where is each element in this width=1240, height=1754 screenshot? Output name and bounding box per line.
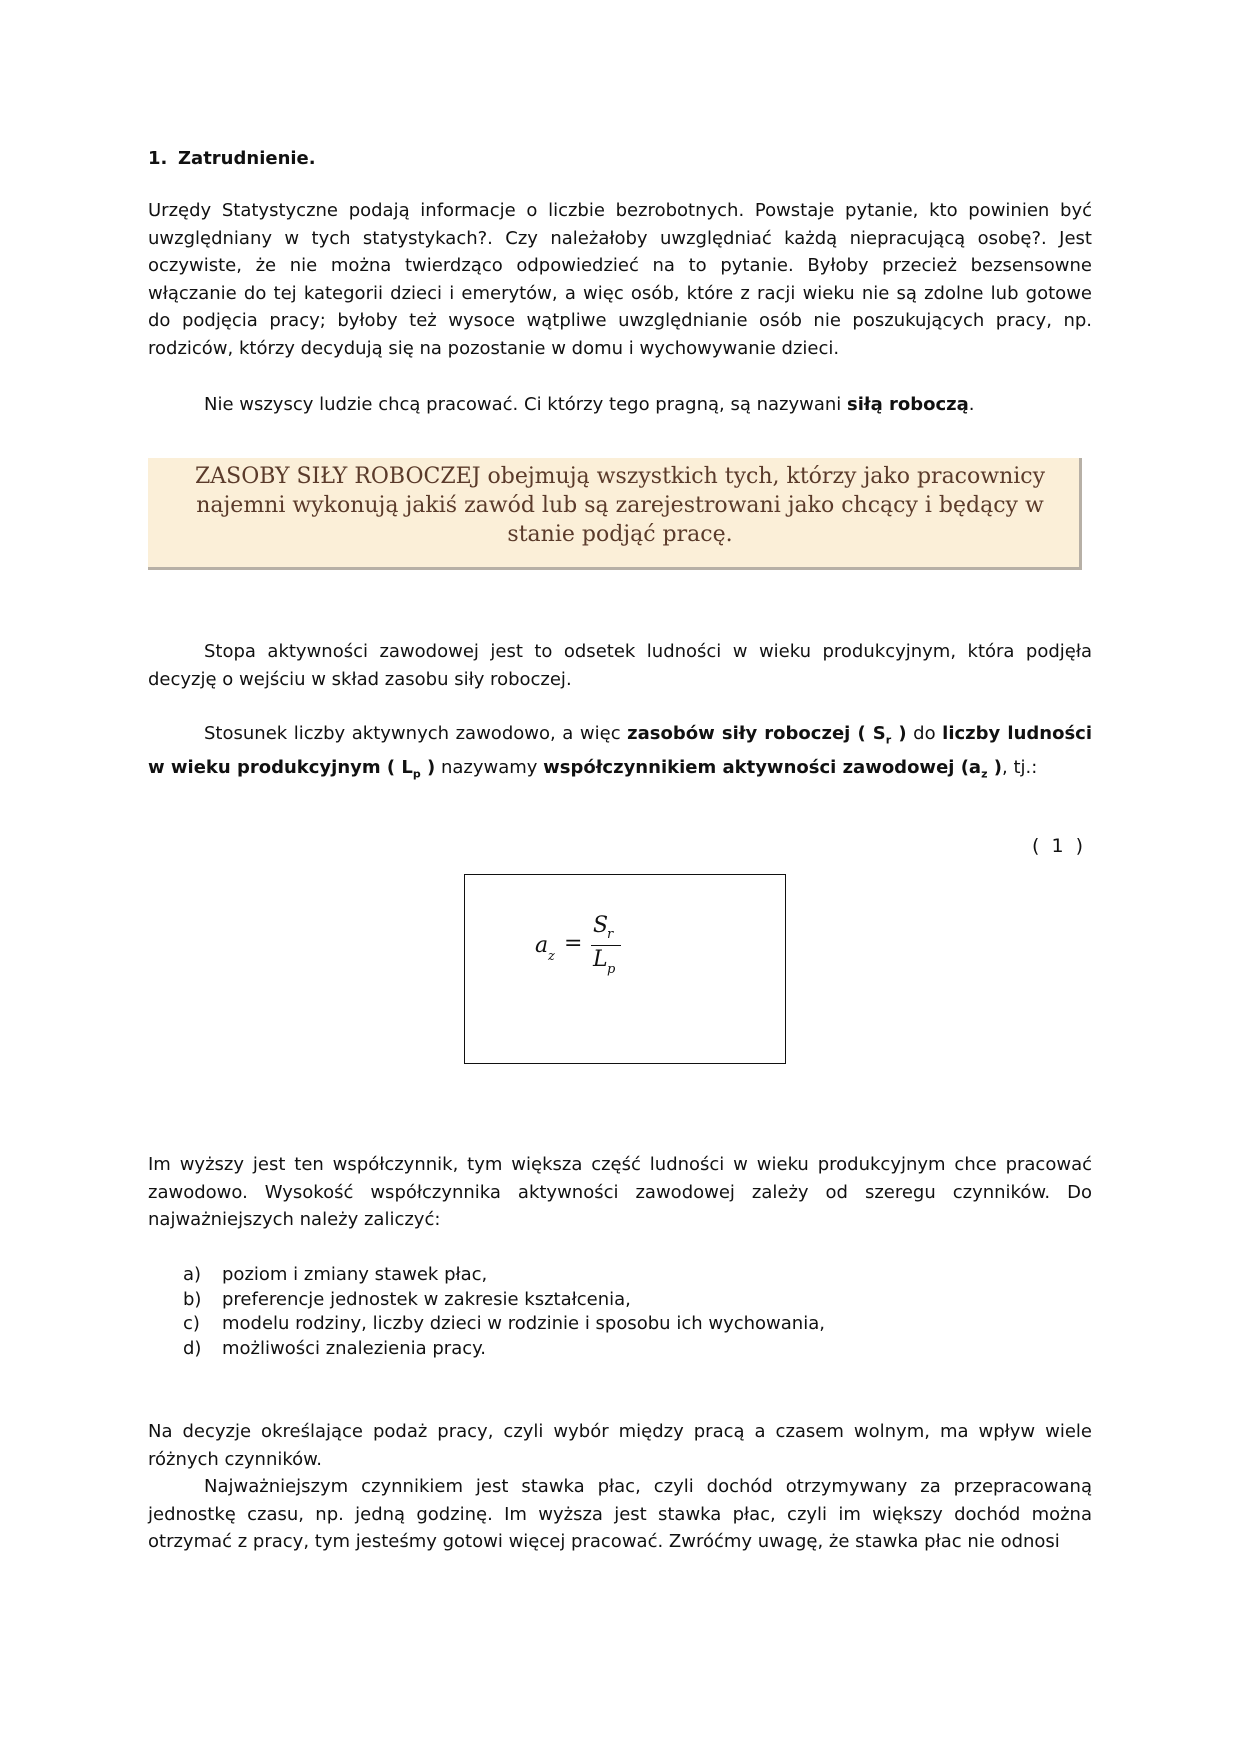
activity-rate-text: Stopa aktywności zawodowej jest to odsetek ludności w wieku produkcyjnym, która podjęła decyzję o wejściu w skład zasobu siły roboczej. bbox=[148, 641, 1092, 690]
section-number: 1. bbox=[148, 148, 168, 169]
formula-lhs: a bbox=[535, 933, 549, 958]
formula-numerator-sub: r bbox=[607, 927, 614, 942]
labor-force-text: Nie wszyscy ludzie chcą pracować. Ci którzy tego pragną, są nazywani bbox=[204, 394, 848, 415]
list-item: c) modelu rodziny, liczby dzieci w rodzinie i sposobu ich wychowania, bbox=[183, 1313, 825, 1334]
list-item: b) preferencje jednostek w zakresie kształcenia, bbox=[183, 1288, 631, 1310]
list-item: d) możliwości znalezienia pracy. bbox=[183, 1337, 486, 1359]
formula-box bbox=[464, 874, 786, 1064]
paragraph-activity-coefficient bbox=[148, 720, 1092, 788]
coef-term-labor: zasobów siły roboczej ( $S_r$ ) bbox=[627, 723, 907, 747]
list-item: a) poziom i zmiany stawek płac, bbox=[183, 1264, 488, 1285]
paragraph-wage-rate bbox=[148, 1473, 1092, 1556]
section-heading bbox=[148, 148, 316, 169]
labor-force-period: . bbox=[968, 394, 975, 415]
labor-force-term: siłą roboczą bbox=[847, 394, 969, 415]
coef-term-population: liczby ludności w wieku produkcyjnym ( $L_p$ ) bbox=[148, 723, 1093, 781]
coef-text-1: Stosunek liczby aktywnych zawodowo, a więc bbox=[204, 723, 628, 744]
section-title: Zatrudnienie. bbox=[178, 148, 316, 169]
paragraph-labor-supply: Na decyzje określające podaż pracy, czyli wybór między pracą a czasem wolnym, ma wpływ wiele różnych czynników. bbox=[148, 1421, 1092, 1470]
paragraph-coefficient-factors: Im wyższy jest ten współczynnik, tym większa część ludności w wieku produkcyjnym chce pracować zawodowo. Wysokość współczynnika aktywności zawodowej zależy od szeregu czynników. Do najważniejszych należy zaliczyć: bbox=[148, 1154, 1092, 1230]
paragraph-unemployment-statistics: Urzędy Statystyczne podają informacje o liczbie bezrobotnych. Powstaje pytanie, kto powinien być uwzględniany w tych statystykach?. Czy należałoby uwzględniać każdą niepracującą osobę?. Jest oczywiste, że nie można twierdząco odpowiedzieć na to pytanie. Byłoby przecież bezsensowne włączanie do tej kategorii dzieci i emerytów, a więc osób, które z racji wieku nie są zdolne lub gotowe do podjęcia pracy; byłoby też wysoce wątpliwe uwzględnianie osób nie poszukujących pracy, np. rodziców, którzy decydują się na pozostanie w domu i wychowywanie dzieci. bbox=[148, 200, 1092, 359]
callout-text: ZASOBY SIŁY ROBOCZEJ obejmują wszystkich tych, którzy jako pracownicy najemni wykonują jakiś zawód lub są zarejestrowani jako chcący i będący w stanie podjąć pracę. bbox=[194, 464, 1046, 547]
paragraph-activity-rate bbox=[148, 638, 1092, 693]
formula-lhs-sub: z bbox=[548, 949, 555, 964]
coef-term-coefficient: współczynnikiem aktywności zawodowej ($a_z$ ) bbox=[543, 757, 1002, 781]
formula-denominator: L bbox=[593, 947, 608, 972]
activity-formula bbox=[535, 913, 645, 983]
coef-text-3: nazywamy bbox=[435, 757, 544, 779]
paragraph-labor-force-definition bbox=[204, 394, 975, 415]
coef-text-4: , tj.: bbox=[1002, 757, 1038, 779]
formula-denominator-sub: p bbox=[607, 962, 616, 977]
definition-callout bbox=[148, 458, 1082, 570]
factors-list bbox=[183, 1263, 825, 1361]
formula-numerator: S bbox=[593, 913, 609, 938]
formula-equals: = bbox=[564, 931, 583, 956]
wage-rate-text: Najważniejszym czynnikiem jest stawka płac, czyli dochód otrzymywany za przepracowaną jednostkę czasu, np. jedną godzinę. Im wyższa jest stawka płac, czyli im większy dochód można otrzymać z pracy, tym jesteśmy gotowi więcej pracować. Zwróćmy uwagę, że stawka płac nie odnosi bbox=[148, 1476, 1092, 1552]
equation-number: ( 1 ) bbox=[1032, 835, 1086, 857]
coef-text-2: do bbox=[906, 723, 943, 744]
